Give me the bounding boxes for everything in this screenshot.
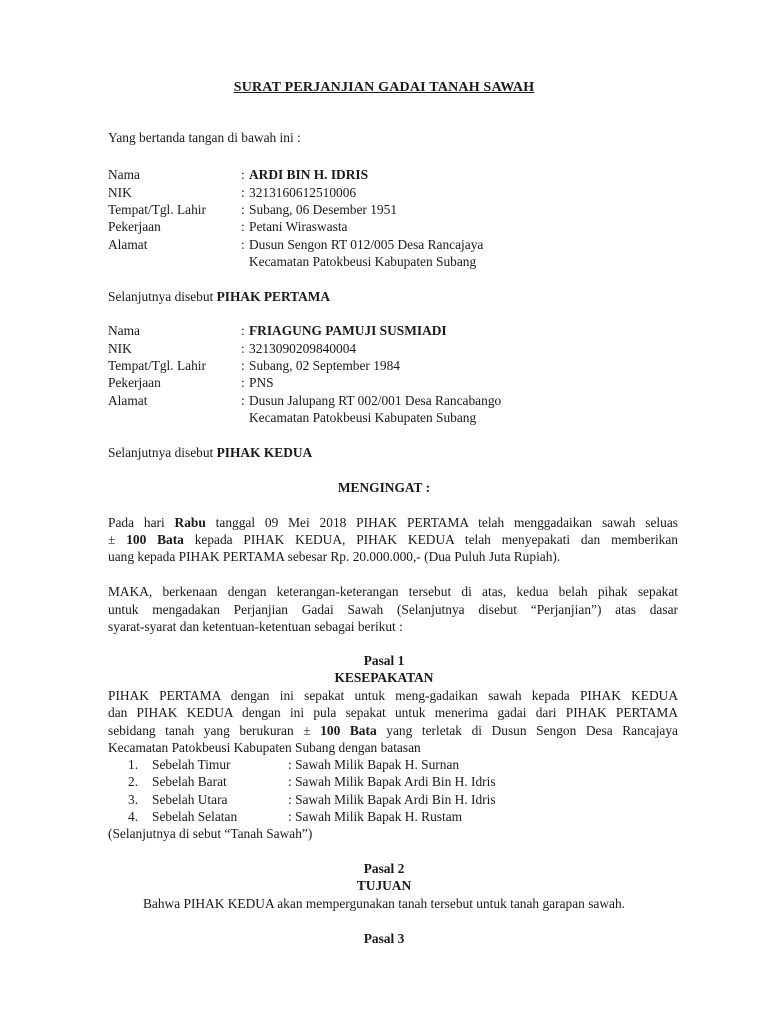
plus-minus-sign: ± <box>108 532 116 547</box>
land-size: 100 Bata <box>320 723 377 738</box>
party2-address-line2: Kecamatan Patokbeusi Kabupaten Subang <box>249 410 477 425</box>
border-side: Sebelah Barat <box>152 774 227 789</box>
party1-designation <box>108 288 330 306</box>
document-title: SURAT PERJANJIAN GADAI TANAH SAWAH <box>233 80 535 95</box>
pasal1-paragraph-line: Kecamatan Patokbeusi Kabupaten Subang dengan batasan <box>108 740 421 755</box>
plus-minus-sign: ± <box>303 723 311 738</box>
pasal1-heading: KESEPAKATAN <box>334 670 434 685</box>
field-colon: : <box>241 167 245 182</box>
list-number: 1. <box>128 757 139 772</box>
field-label: Tempat/Tgl. Lahir <box>108 358 206 373</box>
field-colon: : <box>241 358 245 373</box>
pasal2-text: Bahwa PIHAK KEDUA akan mempergunakan tanah tersebut untuk tanah garapan sawah. <box>142 896 626 911</box>
field-label: Tempat/Tgl. Lahir <box>108 202 206 217</box>
paragraph-text: Pada hari <box>108 515 165 530</box>
paragraph-text: tanggal 09 Mei 2018 PIHAK PERTAMA telah menggadaikan sawah seluas <box>215 515 678 530</box>
party1-birth: Subang, 06 Desember 1951 <box>249 202 398 217</box>
day-name: Rabu <box>174 515 206 530</box>
pasal2-heading: TUJUAN <box>356 878 412 893</box>
party2-job: PNS <box>249 375 274 390</box>
party1-nik: 3213160612510006 <box>249 185 357 200</box>
field-label: Pekerjaan <box>108 219 161 234</box>
land-size: 100 Bata <box>126 532 184 547</box>
field-label: NIK <box>108 185 132 200</box>
designation-pihak-pertama: PIHAK PERTAMA <box>216 289 331 304</box>
field-label: NIK <box>108 341 132 356</box>
party2-address: Dusun Jalupang RT 002/001 Desa Rancabango <box>249 393 502 408</box>
mengingat-paragraph-line: uang kepada PIHAK PERTAMA sebesar Rp. 20.000.000,- (Dua Puluh Juta Rupiah). <box>108 549 561 564</box>
field-label: Nama <box>108 167 140 182</box>
maka-paragraph-line: syarat-syarat dan ketentuan-ketentuan sebagai berikut : <box>108 619 403 634</box>
paragraph-text: kepada PIHAK KEDUA, PIHAK KEDUA telah menyepakati dan memberikan <box>194 532 678 547</box>
border-side: Sebelah Selatan <box>152 809 238 824</box>
pasal1-closing: (Selanjutnya di sebut “Tanah Sawah”) <box>108 826 313 841</box>
field-label: Alamat <box>108 393 148 408</box>
border-owner: : Sawah Milik Bapak H. Rustam <box>288 809 463 824</box>
mengingat-paragraph-line <box>108 531 678 549</box>
designation-prefix: Selanjutnya disebut <box>108 445 214 460</box>
pasal1-number: Pasal 1 <box>363 653 405 668</box>
field-colon: : <box>241 237 245 252</box>
field-colon: : <box>241 185 245 200</box>
party1-address-line2: Kecamatan Patokbeusi Kabupaten Subang <box>249 254 477 269</box>
border-owner: : Sawah Milik Bapak H. Surnan <box>288 757 460 772</box>
field-colon: : <box>241 341 245 356</box>
pasal1-paragraph-line: PIHAK PERTAMA dengan ini sepakat untuk meng-gadaikan sawah kepada PIHAK KEDUA <box>108 688 678 703</box>
mengingat-paragraph-line <box>108 514 678 532</box>
designation-pihak-kedua: PIHAK KEDUA <box>216 445 313 460</box>
field-label: Alamat <box>108 237 148 252</box>
field-colon: : <box>241 323 245 338</box>
mengingat-heading: MENGINGAT : <box>337 480 431 495</box>
party1-name: ARDI BIN H. IDRIS <box>249 167 369 182</box>
list-number: 2. <box>128 774 139 789</box>
list-number: 4. <box>128 809 139 824</box>
party2-name: FRIAGUNG PAMUJI SUSMIADI <box>249 323 447 338</box>
list-number: 3. <box>128 792 139 807</box>
border-owner: : Sawah Milik Bapak Ardi Bin H. Idris <box>288 792 496 807</box>
field-label: Pekerjaan <box>108 375 161 390</box>
party1-job: Petani Wiraswasta <box>249 219 348 234</box>
pasal2-number: Pasal 2 <box>363 861 405 876</box>
paragraph-text: sebidang tanah yang berukuran <box>108 723 294 738</box>
designation-prefix: Selanjutnya disebut <box>108 289 214 304</box>
field-colon: : <box>241 375 245 390</box>
field-colon: : <box>241 219 245 234</box>
pasal3-number: Pasal 3 <box>363 931 405 946</box>
border-owner: : Sawah Milik Bapak Ardi Bin H. Idris <box>288 774 496 789</box>
maka-paragraph-line: MAKA, berkenaan dengan keterangan-keterangan tersebut di atas, kedua belah pihak sepakat <box>108 584 678 599</box>
field-colon: : <box>241 202 245 217</box>
party2-nik: 3213090209840004 <box>249 341 357 356</box>
maka-paragraph-line: untuk mengadakan Perjanjian Gadai Sawah (Selanjutnya disebut “Perjanjian”) atas dasar <box>108 602 678 617</box>
field-label: Nama <box>108 323 140 338</box>
intro-text: Yang bertanda tangan di bawah ini : <box>108 130 301 145</box>
party2-birth: Subang, 02 September 1984 <box>249 358 400 373</box>
pasal1-paragraph-line: dan PIHAK KEDUA dengan ini pula sepakat untuk menerima gadai dari PIHAK PERTAMA <box>108 705 678 720</box>
pasal1-paragraph-line <box>108 722 678 740</box>
party2-designation <box>108 444 312 462</box>
party1-address: Dusun Sengon RT 012/005 Desa Rancajaya <box>249 237 484 252</box>
border-side: Sebelah Timur <box>152 757 231 772</box>
paragraph-text: yang terletak di Dusun Sengon Desa Rancajaya <box>386 723 678 738</box>
border-side: Sebelah Utara <box>152 792 228 807</box>
field-colon: : <box>241 393 245 408</box>
